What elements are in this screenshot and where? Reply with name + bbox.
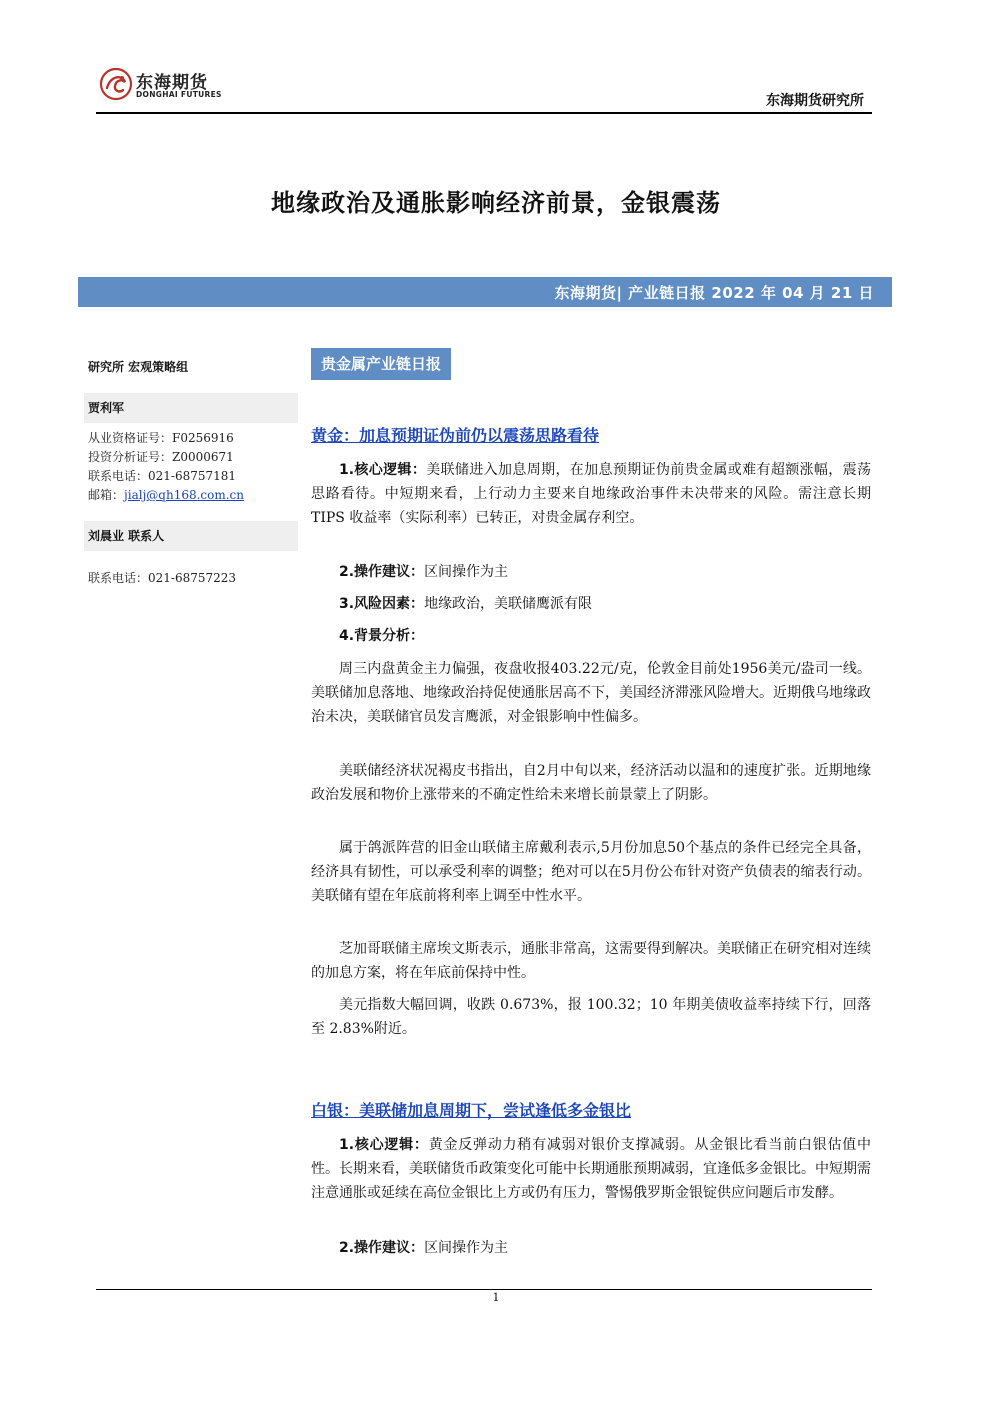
report-banner xyxy=(78,277,892,307)
analyst-sidebar xyxy=(84,350,298,588)
gold-para-8: 芝加哥联储主席埃文斯表示，通胀非常高，这需要得到解决。美联储正在研究相对连续的加息方案，将在年底前保持中性。 xyxy=(311,941,871,981)
gold-heading: 黄金：加息预期证伪前仍以震荡思路看待 xyxy=(311,426,600,445)
gold-para-9: 美元指数大幅回调，收跌 0.673%，报 100.32；10 年期美债收益率持续下行，回落至 2.83%附近。 xyxy=(311,997,871,1037)
gold-operation-text: 区间操作为主 xyxy=(424,564,509,580)
analyst2-name: 刘晨业 联系人 xyxy=(88,529,165,543)
logo-cn-text: 东海期货 xyxy=(136,73,208,93)
email-label: 邮箱： xyxy=(88,488,125,502)
analyst1-invest-cert: 投资分析证号：Z0000671 xyxy=(88,450,234,464)
header-divider xyxy=(96,112,872,114)
silver-core-logic xyxy=(311,1133,871,1205)
gold-background xyxy=(311,624,871,648)
company-logo xyxy=(98,66,238,106)
analyst1-qualification: 从业资格证号：F0256916 xyxy=(88,431,234,445)
gold-background-label: 4.背景分析： xyxy=(339,628,425,644)
gold-core-logic-label: 1.核心逻辑： xyxy=(339,462,427,478)
gold-para-7: 属于鸽派阵营的旧金山联储主席戴利表示,5月份加息50个基点的条件已经完全具备，经济具有韧性，可以承受利率的调整；绝对可以在5月份公布针对资产负债表的缩表行动。美联储有望在年底前将利率上调至中性水平。 xyxy=(311,840,871,904)
analyst1-phone: 联系电话：021-68757181 xyxy=(88,469,237,483)
silver-operation-text: 区间操作为主 xyxy=(424,1240,509,1256)
gold-core-logic xyxy=(311,458,871,530)
analyst1-name-box xyxy=(84,393,298,423)
logo-en-text: DONGHAI FUTURES xyxy=(136,90,222,99)
analyst1-email-link[interactable]: jialj@qh168.com.cn xyxy=(124,488,245,502)
analyst2-name-box xyxy=(84,521,298,551)
gold-operation xyxy=(311,560,871,584)
report-title: 地缘政治及通胀影响经济前景，金银震荡 xyxy=(271,188,721,217)
research-group: 研究所 宏观策略组 xyxy=(88,360,189,374)
gold-risk xyxy=(311,592,871,616)
banner-text: 东海期货| 产业链日报 2022 年 04 月 21 日 xyxy=(554,284,874,302)
silver-operation-label: 2.操作建议： xyxy=(339,1240,425,1256)
dragon-logo-icon xyxy=(98,66,134,102)
silver-heading: 白银：美联储加息周期下，尝试逢低多金银比 xyxy=(311,1101,632,1120)
page-number: 1 xyxy=(492,1291,500,1304)
section-tag: 贵金属产业链日报 xyxy=(311,348,451,380)
silver-core-logic-text: 黄金反弹动力稍有减弱对银价支撑减弱。从金银比看当前白银估值中性。长期来看，美联储货币政策变化可能中长期通胀预期减弱，宜逢低多金银比。中短期需注意通胀或延续在高位金银比上方或仍有压力，警惕俄罗斯金银锭供应问题后市发酵。 xyxy=(311,1137,872,1201)
gold-para-6: 美联储经济状况褐皮书指出，自2月中旬以来，经济活动以温和的速度扩张。近期地缘政治发展和物价上涨带来的不确定性给未来增长前景蒙上了阴影。 xyxy=(311,763,871,803)
silver-core-logic-label: 1.核心逻辑： xyxy=(339,1137,429,1153)
gold-operation-label: 2.操作建议： xyxy=(339,564,425,580)
footer-divider xyxy=(96,1289,872,1290)
analyst1-name: 贾利军 xyxy=(88,401,125,415)
gold-risk-text: 地缘政治，美联储鹰派有限 xyxy=(424,596,593,612)
silver-operation xyxy=(311,1236,871,1260)
analyst2-phone: 联系电话：021-68757223 xyxy=(88,571,237,585)
institute-name: 东海期货研究所 xyxy=(766,93,864,109)
gold-core-logic-text: 美联储进入加息周期，在加息预期证伪前贵金属或难有超额涨幅，震荡思路看待。中短期来看，上行动力主要来自地缘政治事件未决带来的风险。需注意长期 TIPS 收益率（实际利率）已转正，对贵金属存利空。 xyxy=(311,462,871,526)
gold-risk-label: 3.风险因素： xyxy=(339,596,425,612)
gold-para-5: 周三内盘黄金主力偏强，夜盘收报403.22元/克，伦敦金目前处1956美元/盎司一线。美联储加息落地、地缘政治持促使通胀居高不下，美国经济滞涨风险增大。近期俄乌地缘政治未决，美联储官员发言鹰派，对金银影响中性偏多。 xyxy=(311,661,871,725)
analyst1-email-row xyxy=(84,486,298,505)
